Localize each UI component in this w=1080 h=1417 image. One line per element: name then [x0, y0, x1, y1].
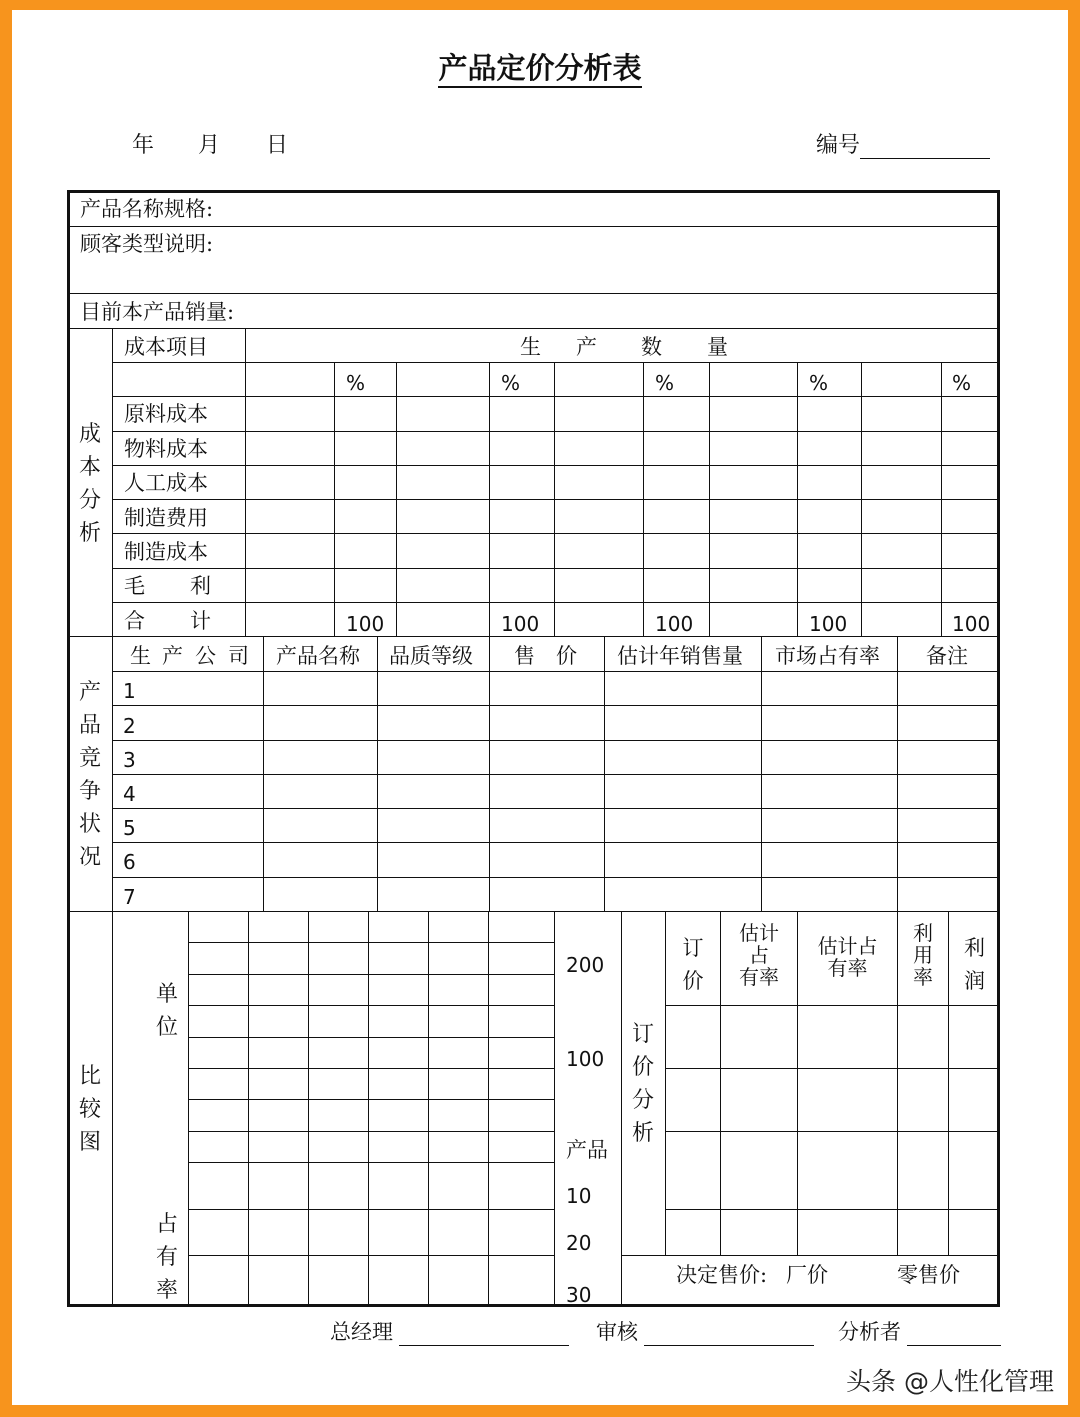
total-percent-3: 100 — [655, 612, 694, 636]
gross-profit-label-1: 毛 — [124, 574, 145, 598]
competitor-row-number: 6 — [123, 850, 136, 874]
total-label-1: 合 — [124, 609, 145, 633]
day-label: 日 — [266, 133, 289, 158]
manager-blank[interactable] — [399, 1321, 569, 1346]
company-header-2: 产 — [162, 644, 183, 668]
month-label: 月 — [198, 133, 221, 158]
scale-200: 200 — [566, 953, 605, 977]
total-percent-1: 100 — [346, 612, 385, 636]
col-order-price: 订 价 — [682, 936, 704, 993]
cost-row-overhead: 制造费用 — [124, 506, 208, 530]
competitor-row-number: 2 — [123, 714, 136, 738]
header-remarks: 备注 — [926, 644, 968, 668]
cost-row-supplies: 物料成本 — [124, 437, 208, 461]
cost-row-raw-material: 原料成本 — [124, 402, 208, 426]
competitor-row-number: 7 — [123, 885, 136, 909]
competition-section-label: 产 品 竞 争 状 况 — [78, 680, 101, 870]
cost-analysis-section-label: 成 本 分 析 — [78, 422, 101, 546]
total-label-2: 计 — [190, 609, 211, 633]
col-profit: 利 润 — [964, 936, 985, 993]
total-percent-4: 100 — [809, 612, 848, 636]
comparison-section-label: 比 较 图 — [78, 1064, 101, 1155]
pricing-analysis-label: 订 价 分 析 — [631, 1022, 654, 1146]
page-title: 产品定价分析表 — [0, 46, 1080, 87]
competitor-row-number: 4 — [123, 782, 136, 806]
watermark: 头条 @人性化管理 — [846, 1367, 1054, 1396]
analyst-signature[interactable] — [838, 1316, 1001, 1346]
company-header-4: 司 — [228, 644, 249, 668]
header-market-share: 市场占有率 — [775, 644, 880, 668]
review-signature[interactable] — [596, 1316, 814, 1346]
current-sales-label: 目前本产品销量: — [80, 300, 235, 324]
cost-row-labor: 人工成本 — [124, 471, 208, 495]
manager-signature[interactable] — [330, 1316, 569, 1346]
gross-profit-label-2: 利 — [190, 574, 211, 598]
product-spec-field[interactable] — [230, 194, 990, 224]
competitor-row-number: 5 — [123, 816, 136, 840]
company-header-3: 公 — [195, 644, 216, 668]
percent-label-3: % — [655, 371, 675, 395]
scale-product: 产品 — [566, 1138, 608, 1162]
scale-30: 30 — [566, 1283, 592, 1307]
analyst-blank[interactable] — [907, 1321, 1001, 1346]
total-percent-5: 100 — [952, 612, 991, 636]
review-label: 审核 — [596, 1320, 638, 1344]
qty-header-1: 生 — [520, 335, 541, 359]
cost-row-manufacturing: 制造成本 — [124, 540, 208, 564]
qty-header-3: 数 — [641, 335, 662, 359]
percent-label-5: % — [952, 371, 972, 395]
qty-header-4: 量 — [707, 335, 728, 359]
scale-20: 20 — [566, 1231, 592, 1255]
header-quality-grade: 品质等级 — [389, 644, 473, 668]
total-percent-2: 100 — [501, 612, 540, 636]
review-blank[interactable] — [644, 1321, 814, 1346]
analyst-label: 分析者 — [838, 1320, 901, 1344]
scale-100: 100 — [566, 1047, 605, 1071]
percent-label-4: % — [809, 371, 829, 395]
factory-price-label: 厂价 — [786, 1263, 828, 1287]
competitor-row-number: 1 — [123, 679, 136, 703]
qty-header-2: 产 — [576, 335, 597, 359]
customer-type-field[interactable] — [230, 229, 990, 291]
manager-label: 总经理 — [330, 1320, 393, 1344]
percent-label-2: % — [501, 371, 521, 395]
header-product-name: 产品名称 — [276, 644, 360, 668]
current-sales-field[interactable] — [250, 297, 990, 327]
cost-item-header: 成本项目 — [124, 335, 208, 359]
percent-label-1: % — [346, 371, 366, 395]
competitor-row-number: 3 — [123, 748, 136, 772]
company-header-1: 生 — [130, 644, 151, 668]
retail-price-label: 零售价 — [897, 1263, 960, 1287]
col-est-share-2: 估计占 有率 — [817, 934, 878, 980]
scale-10: 10 — [566, 1184, 592, 1208]
serial-label: 编号 — [816, 133, 861, 158]
header-price: 售 价 — [514, 644, 577, 668]
share-axis-label: 占 有 率 — [155, 1212, 178, 1303]
product-spec-label: 产品名称规格: — [80, 197, 214, 221]
col-utilization-rate: 利 用 率 — [913, 921, 933, 989]
header-est-annual-sales: 估计年销售量 — [617, 644, 743, 668]
customer-type-label: 顾客类型说明: — [80, 232, 214, 256]
year-label: 年 — [132, 133, 155, 158]
decided-price-label: 决定售价: — [676, 1263, 768, 1287]
col-est-share: 估计 占 有率 — [739, 921, 779, 989]
unit-axis-label: 单 位 — [155, 982, 178, 1040]
